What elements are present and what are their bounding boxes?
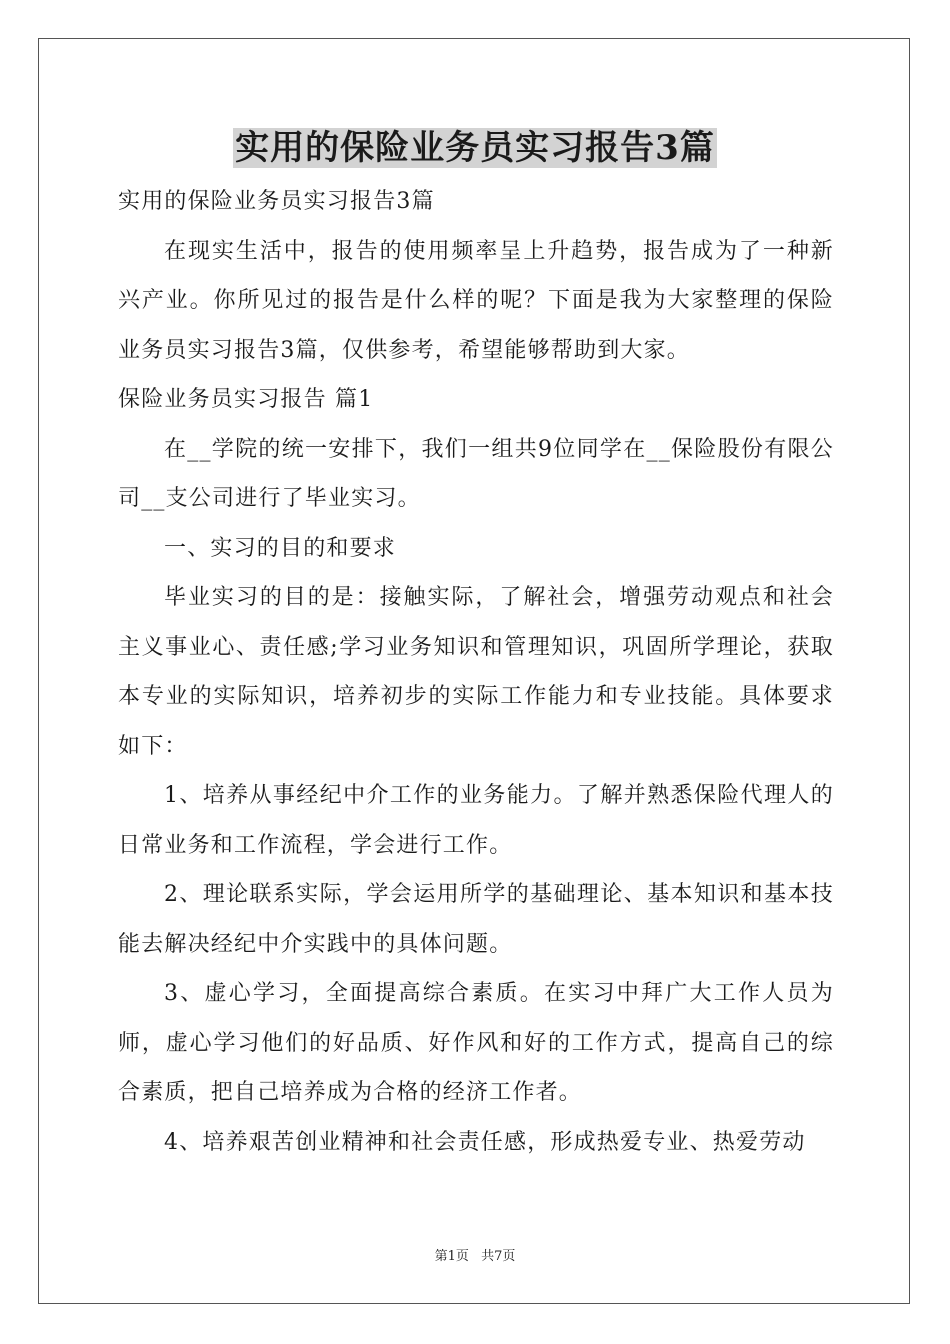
body-paragraph: 在现实生活中，报告的使用频率呈上升趋势，报告成为了一种新兴产业。你所见过的报告是什么样的呢？下面是我为大家整理的保险业务员实习报告3篇，仅供参考，希望能够帮助到大家。	[118, 238, 834, 363]
document-body	[118, 177, 834, 1167]
body-paragraph: 保险业务员实习报告 篇1	[118, 387, 374, 412]
body-paragraph: 在__学院的统一安排下，我们一组共9位同学在__保险股份有限公司__支公司进行了毕业实习。	[118, 436, 834, 511]
body-paragraph: 1、培养从事经纪中介工作的业务能力。了解并熟悉保险代理人的日常业务和工作流程，学会进行工作。	[118, 783, 834, 858]
document-title	[0, 126, 950, 170]
page-number: 第1页	[434, 1249, 469, 1264]
body-paragraph: 2、理论联系实际，学会运用所学的基础理论、基本知识和基本技能去解决经纪中介实践中的具体问题。	[118, 882, 834, 957]
document-title-text: 实用的保险业务员实习报告3篇	[235, 128, 715, 168]
body-paragraph: 3、虚心学习，全面提高综合素质。在实习中拜广大工作人员为师，虚心学习他们的好品质、好作风和好的工作方式，提高自己的综合素质，把自己培养成为合格的经济工作者。	[118, 981, 834, 1105]
body-paragraph: 一、实习的目的和要求	[164, 535, 397, 561]
body-paragraph: 实用的保险业务员实习报告3篇	[118, 189, 435, 214]
page-total: 共7页	[481, 1249, 516, 1264]
body-paragraph: 4、培养艰苦创业精神和社会责任感，形成热爱专业、热爱劳动	[164, 1129, 806, 1155]
page-footer	[0, 1245, 950, 1264]
body-paragraph: 毕业实习的目的是：接触实际，了解社会，增强劳动观点和社会主义事业心、责任感;学习业务知识和管理知识，巩固所学理论，获取本专业的实际知识，培养初步的实际工作能力和专业技能。具体要求如下：	[118, 585, 834, 759]
